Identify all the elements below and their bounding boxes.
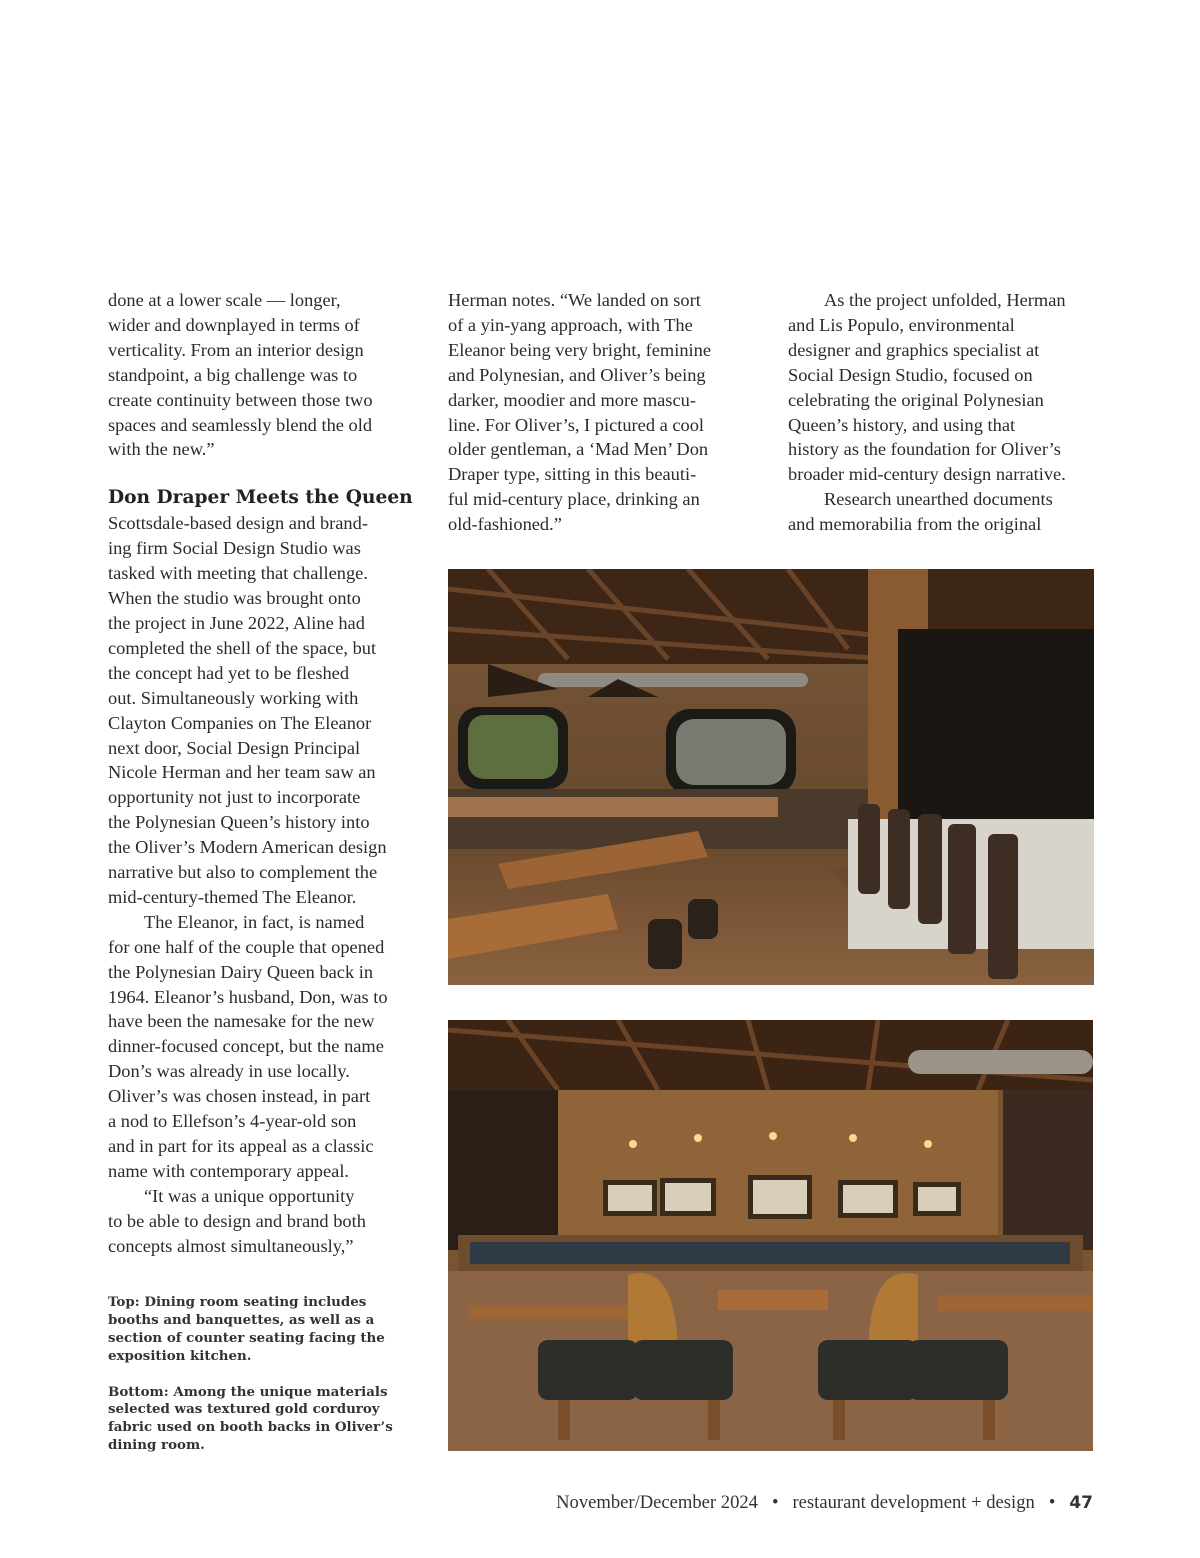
col1-body-line: tasked with meeting that challenge. [108,563,368,584]
booth-seating-photo [448,1020,1093,1451]
col2-line: old-fashioned.” [448,514,562,535]
col1-body-line: When the studio was brought onto [108,588,361,609]
article-column-3 [788,288,1098,537]
caption-bottom-line: selected was textured gold corduroy [108,1401,380,1418]
col1-body-line: ing firm Social Design Studio was [108,538,361,559]
col2-line: ful mid-century place, drinking an [448,489,700,510]
col1-body-line: for one half of the couple that opened [108,936,385,957]
caption-bottom-line: Bottom: Among the unique materials [108,1383,388,1400]
col1-body-line: concepts almost simultaneously,” [108,1235,354,1256]
col1-body-line: 1964. Eleanor’s husband, Don, was to [108,986,388,1007]
caption-bottom-line: fabric used on booth backs in Oliver’s [108,1419,393,1436]
col3-line: celebrating the original Polynesian [788,389,1044,410]
col2-line: and Polynesian, and Oliver’s being [448,364,706,385]
col1-body-line: have been the namesake for the new [108,1011,375,1032]
footer-bullet-1: • [771,1492,779,1513]
col1-body-line: Scottsdale-based design and brand- [108,513,368,534]
col2-line: older gentleman, a ‘Mad Men’ Don [448,439,709,460]
caption-top-line: Top: Dining room seating includes [108,1294,367,1310]
col1-body-line: Clayton Companies on The Eleanor [108,712,372,733]
dining-room-counter-photo [448,569,1094,985]
col1-body-line: “It was a unique opportunity [144,1185,355,1206]
col3-line: history as the foundation for Oliver’s [788,439,1061,460]
page-number: 47 [1069,1493,1093,1513]
col3-line: and Lis Populo, environmental [788,314,1015,335]
magazine-name: restaurant development + design [792,1492,1035,1513]
col1-body-text [108,511,418,1258]
col1-body-line: opportunity not just to incorporate [108,787,361,808]
col1-top-text [108,288,418,462]
col3-line: Social Design Studio, focused on [788,364,1033,385]
col2-line: line. For Oliver’s, I pictured a cool [448,414,705,435]
col3-line: Queen’s history, and using that [788,414,1016,435]
col1-top-line: wider and downplayed in terms of [108,314,360,335]
page-footer [556,1492,1093,1514]
caption-top [108,1294,428,1366]
footer-bullet-2: • [1048,1492,1056,1513]
col1-body-line: narrative but also to complement the [108,862,378,883]
col1-body-line: mid-century-themed The Eleanor. [108,886,357,907]
col2-line: of a yin-yang approach, with The [448,314,693,335]
article-column-1 [108,288,418,1259]
col1-body-line: name with contemporary appeal. [108,1160,350,1181]
col1-top-line: create continuity between those two [108,389,373,410]
col1-body-line: out. Simultaneously working with [108,687,359,708]
col1-body-line: The Eleanor, in fact, is named [144,911,365,932]
col1-body-line: the concept had yet to be fleshed [108,662,350,683]
col1-top-line: with the new.” [108,439,215,460]
col1-body-line: completed the shell of the space, but [108,637,377,658]
col2-line: Eleanor being very bright, feminine [448,339,712,360]
col1-body-line: to be able to design and brand both [108,1210,366,1231]
col1-body-line: Nicole Herman and her team saw an [108,762,376,783]
caption-top-line: booths and banquettes, as well as a [108,1311,375,1328]
col1-body-line: the Oliver’s Modern American design [108,837,387,858]
col2-line: darker, moodier and more mascu- [448,389,696,410]
col1-top-line: standpoint, a big challenge was to [108,364,358,385]
col1-body-line: the Polynesian Dairy Queen back in [108,961,374,982]
col2-line: Draper type, sitting in this beauti- [448,464,697,485]
col1-top-line: done at a lower scale — longer, [108,290,341,310]
col1-body-line: Don’s was already in use locally. [108,1061,350,1082]
col1-body-line: dinner-focused concept, but the name [108,1036,384,1057]
col2-line: Herman notes. “We landed on sort [448,290,701,310]
col1-body-line: and in part for its appeal as a classic [108,1136,374,1156]
section-subhead: Don Draper Meets the Queen [108,487,413,509]
col1-top-line: verticality. From an interior design [108,339,364,360]
issue-date: November/December 2024 [556,1492,758,1513]
col1-top-line: spaces and seamlessly blend the old [108,414,373,435]
caption-top-line: exposition kitchen. [108,1347,252,1364]
col1-body-line: Oliver’s was chosen instead, in part [108,1086,371,1107]
photo-captions [108,1294,428,1455]
col1-body-line: the project in June 2022, Aline had [108,612,365,633]
col1-body-line: a nod to Ellefson’s 4-year-old son [108,1111,357,1132]
col3-line: designer and graphics specialist at [788,339,1040,360]
col3-line: As the project unfolded, Herman [824,290,1066,310]
col3-line: broader mid-century design narrative. [788,464,1066,485]
col3-line: and memorabilia from the original [788,514,1042,535]
col3-line: Research unearthed documents [824,489,1053,510]
caption-bottom-line: dining room. [108,1437,205,1454]
article-column-2 [448,288,758,537]
caption-bottom [108,1384,428,1456]
caption-top-line: section of counter seating facing the [108,1329,385,1346]
col1-body-line: next door, Social Design Principal [108,737,361,758]
col1-body-line: the Polynesian Queen’s history into [108,812,370,833]
